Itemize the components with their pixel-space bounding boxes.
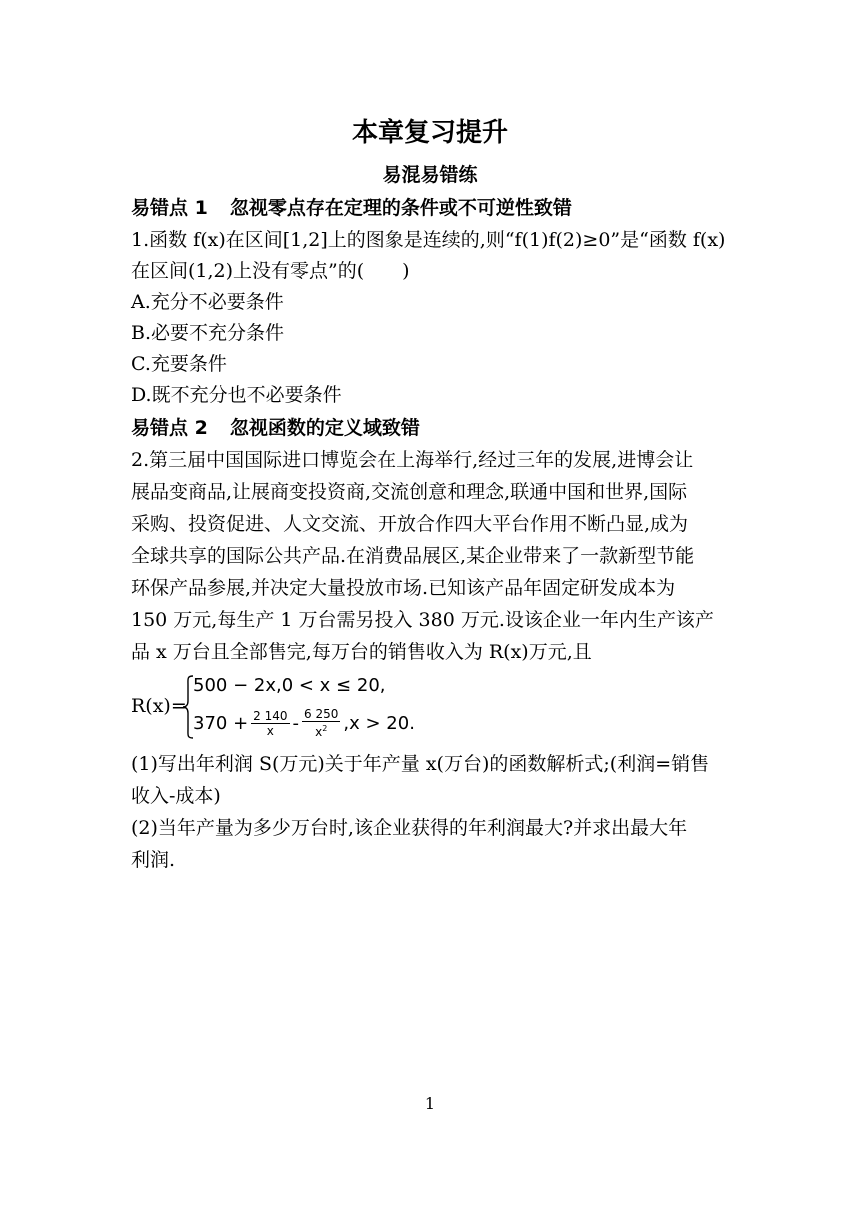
piecewise-formula xyxy=(131,675,631,745)
q1-stem-line-2: 在区间(1,2)上没有零点”的( ) xyxy=(131,260,410,282)
q1-option-d: D.既不充分也不必要条件 xyxy=(131,384,342,406)
fraction-1-numerator: 2 140 xyxy=(253,708,288,723)
formula-case-2-condition: ,x > 20. xyxy=(343,712,415,734)
q2-part-2-line-2: 利润. xyxy=(131,849,176,871)
fraction-2-denominator xyxy=(313,722,329,739)
error-point-1-label: 易错点 1 xyxy=(131,197,208,219)
q2-text-line-4: 全球共享的国际公共产品.在消费品展区,某企业带来了一款新型节能 xyxy=(131,545,695,567)
q2-part-2-line-1: (2)当年产量为多少万台时,该企业获得的年利润最大?并求出最大年 xyxy=(131,817,688,839)
fraction-2-exponent: 2 xyxy=(322,724,328,733)
q1-option-a: A.充分不必要条件 xyxy=(131,291,284,313)
q2-text-line-2: 展品变商品,让展商变投资商,交流创意和理念,联通中国和世界,国际 xyxy=(131,481,688,503)
q2-part-1-line-2: 收入-成本) xyxy=(131,785,221,807)
minus-sign: - xyxy=(292,712,300,734)
error-point-2-heading xyxy=(131,413,731,444)
error-point-2-title: 忽视函数的定义域致错 xyxy=(229,417,420,439)
formula-case-1: 500 − 2x,0 < x ≤ 20, xyxy=(193,675,386,696)
q1-option-c: C.充要条件 xyxy=(131,353,227,375)
q1-option-b: B.必要不充分条件 xyxy=(131,322,285,344)
q2-part-1-line-1: (1)写出年利润 S(万元)关于年产量 x(万台)的函数解析式;(利润=销售 xyxy=(131,753,710,775)
error-point-2-label: 易错点 2 xyxy=(131,417,208,439)
formula-lhs: R(x)= xyxy=(131,695,187,717)
fraction-6250-over-x-squared xyxy=(302,707,340,739)
q2-text-line-1: 2.第三届中国国际进口博览会在上海举行,经过三年的发展,进博会让 xyxy=(131,449,694,471)
formula-case-2-constant: 370 + xyxy=(193,712,249,734)
q2-text-line-7: 品 x 万台且全部售完,每万台的销售收入为 R(x)万元,且 xyxy=(131,641,592,663)
page-number: 1 xyxy=(424,1094,436,1113)
q1-stem-line-1: 1.函数 f(x)在区间[1,2]上的图象是连续的,则“f(1)f(2)≥0”是“函数 f(x) xyxy=(131,229,726,251)
q2-text-line-6: 150 万元,每生产 1 万台需另投入 380 万元.设该企业一年内生产该产 xyxy=(131,609,714,631)
fraction-2-denominator-base: x xyxy=(315,725,323,739)
fraction-2140-over-x xyxy=(251,709,289,738)
error-point-1-heading xyxy=(131,193,731,224)
q2-text-line-5: 环保产品参展,并决定大量投放市场.已知该产品年固定研发成本为 xyxy=(131,577,676,599)
page-title: 本章复习提升 xyxy=(351,118,508,148)
fraction-2-numerator: 6 250 xyxy=(304,707,339,721)
formula-case-2 xyxy=(193,705,415,741)
fraction-1-denominator: x xyxy=(266,723,274,738)
q2-text-line-3: 采购、投资促进、人文交流、开放合作四大平台作用不断凸显,成为 xyxy=(131,513,689,535)
section-subtitle: 易混易错练 xyxy=(382,164,478,186)
error-point-1-title: 忽视零点存在定理的条件或不可逆性致错 xyxy=(229,197,572,219)
